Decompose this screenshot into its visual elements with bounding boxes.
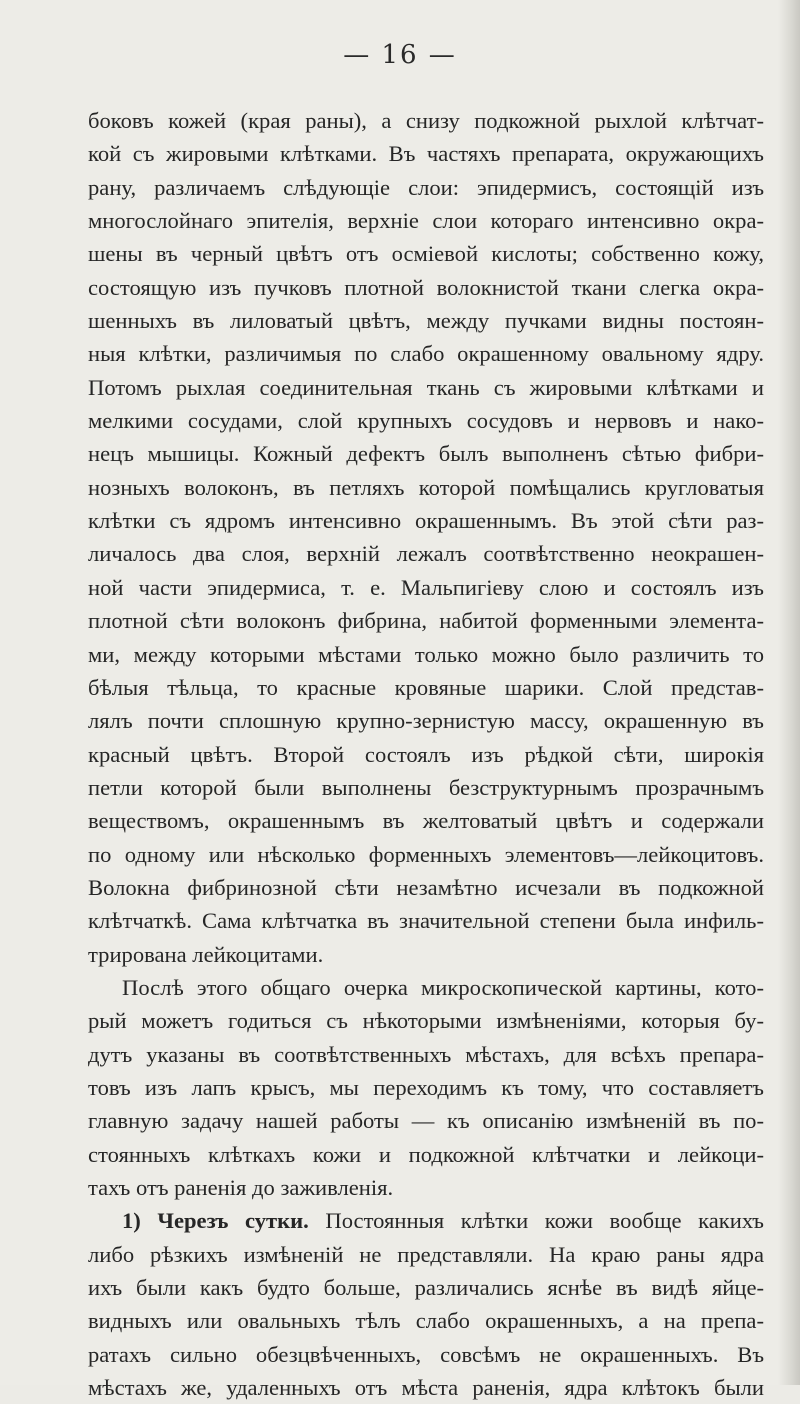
page-number: — 16 — (343, 40, 457, 70)
text-line: боковъ кожей (края раны), а снизу подкожной рыхлой клѣтчат- (88, 108, 764, 133)
section-lead: 1) Черезъ сутки. (122, 1208, 309, 1234)
text-line: рану, различаемъ слѣдующіе слои: эпидермисъ, состоящій изъ (88, 174, 764, 200)
text-line: Послѣ этого общаго очерка микроскопической картины, кото- (122, 974, 764, 1000)
text-line: лялъ почти сплошную крупно-зернистую массу, окрашенную въ (88, 708, 764, 734)
text-line: главную задачу нашей работы — къ описанію измѣненій въ по- (88, 1108, 764, 1134)
text-line-with-heading (88, 1204, 764, 1237)
page-edge-shadow (778, 0, 800, 1385)
text-line: ихъ были какъ будто больше, различались яснѣе въ видѣ яйце- (88, 1275, 764, 1301)
text-line: товъ изъ лапъ крысъ, мы переходимъ къ тому, что составляетъ (88, 1074, 764, 1100)
text-line: шены въ черный цвѣтъ отъ осміевой кислоты; собственно кожу, (88, 241, 764, 267)
text-line: плотной сѣти волоконъ фибрина, набитой форменными элемента- (88, 608, 764, 634)
text-line: состоящую изъ пучковъ плотной волокнистой ткани слегка окра- (88, 274, 764, 300)
text-line: либо рѣзкихъ измѣненій не представляли. На краю раны ядра (88, 1241, 764, 1267)
text-line: веществомъ, окрашеннымъ въ желтоватый цвѣтъ и содержали (88, 808, 764, 834)
text-line: Волокна фибринозной сѣти незамѣтно исчезали въ подкожной (88, 874, 764, 900)
text-line: многослойнаго эпителія, верхніе слои котораго интенсивно окра- (88, 208, 764, 234)
text-line: шенныхъ въ лиловатый цвѣтъ, между пучками видны постоян- (88, 308, 764, 334)
text-line: ратахъ сильно обезцвѣченныхъ, совсѣмъ не окрашенныхъ. Въ (88, 1341, 764, 1367)
text-line: нозныхъ волоконъ, въ петляхъ которой помѣщались кругловатыя (88, 474, 764, 500)
body-text (88, 104, 764, 1404)
text-line: клѣтчаткѣ. Сама клѣтчатка въ значительной степени была инфиль- (88, 908, 764, 934)
text-line: ми, между которыми мѣстами только можно было различить то (88, 641, 764, 667)
text-line: личалось два слоя, верхній лежалъ соотвѣтственно неокрашен- (88, 541, 764, 567)
text-line-rest: Постоянныя клѣтки кожи вообще какихъ (325, 1208, 764, 1234)
text-line: видныхъ или овальныхъ тѣлъ слабо окрашенныхъ, а на препа- (88, 1308, 764, 1334)
text-line: тахъ отъ раненія до заживленія. (88, 1175, 394, 1200)
text-line: рый можетъ годиться съ нѣкоторыми измѣненіями, которыя бу- (88, 1008, 764, 1034)
text-line: по одному или нѣсколько форменныхъ элементовъ—лейкоцитовъ. (88, 841, 764, 867)
text-line: ныя клѣтки, различимыя по слабо окрашенному овальному ядру. (88, 341, 764, 367)
text-line: трирована лейкоцитами. (88, 941, 324, 967)
text-line: красный цвѣтъ. Второй состоялъ изъ рѣдкой сѣти, широкія (88, 741, 764, 767)
text-line: дутъ указаны въ соотвѣтственныхъ мѣстахъ, для всѣхъ препара- (88, 1041, 764, 1067)
text-line: мелкими сосудами, слой крупныхъ сосудовъ и нервовъ и нако- (88, 408, 764, 434)
text-line: Потомъ рыхлая соединительная ткань съ жировыми клѣтками и (88, 374, 764, 400)
text-line: кой съ жировыми клѣтками. Въ частяхъ препарата, окружающихъ (88, 141, 764, 167)
text-line: клѣтки съ ядромъ интенсивно окрашеннымъ. Въ этой сѣти раз- (88, 508, 764, 534)
text-line: нецъ мышицы. Кожный дефектъ былъ выполненъ сѣтью фибри- (88, 441, 764, 467)
text-line: ной части эпидермиса, т. е. Мальпигіеву слою и состоялъ изъ (88, 574, 764, 600)
text-line: бѣлыя тѣльца, то красные кровяные шарики. Слой представ- (88, 674, 764, 700)
text-line: стоянныхъ клѣткахъ кожи и подкожной клѣтчатки и лейкоци- (88, 1141, 764, 1167)
text-line: петли которой были выполнены безструктурнымъ прозрачнымъ (88, 774, 764, 800)
text-line: мѣстахъ же, удаленныхъ отъ мѣста раненія, ядра клѣтокъ были (88, 1375, 764, 1401)
